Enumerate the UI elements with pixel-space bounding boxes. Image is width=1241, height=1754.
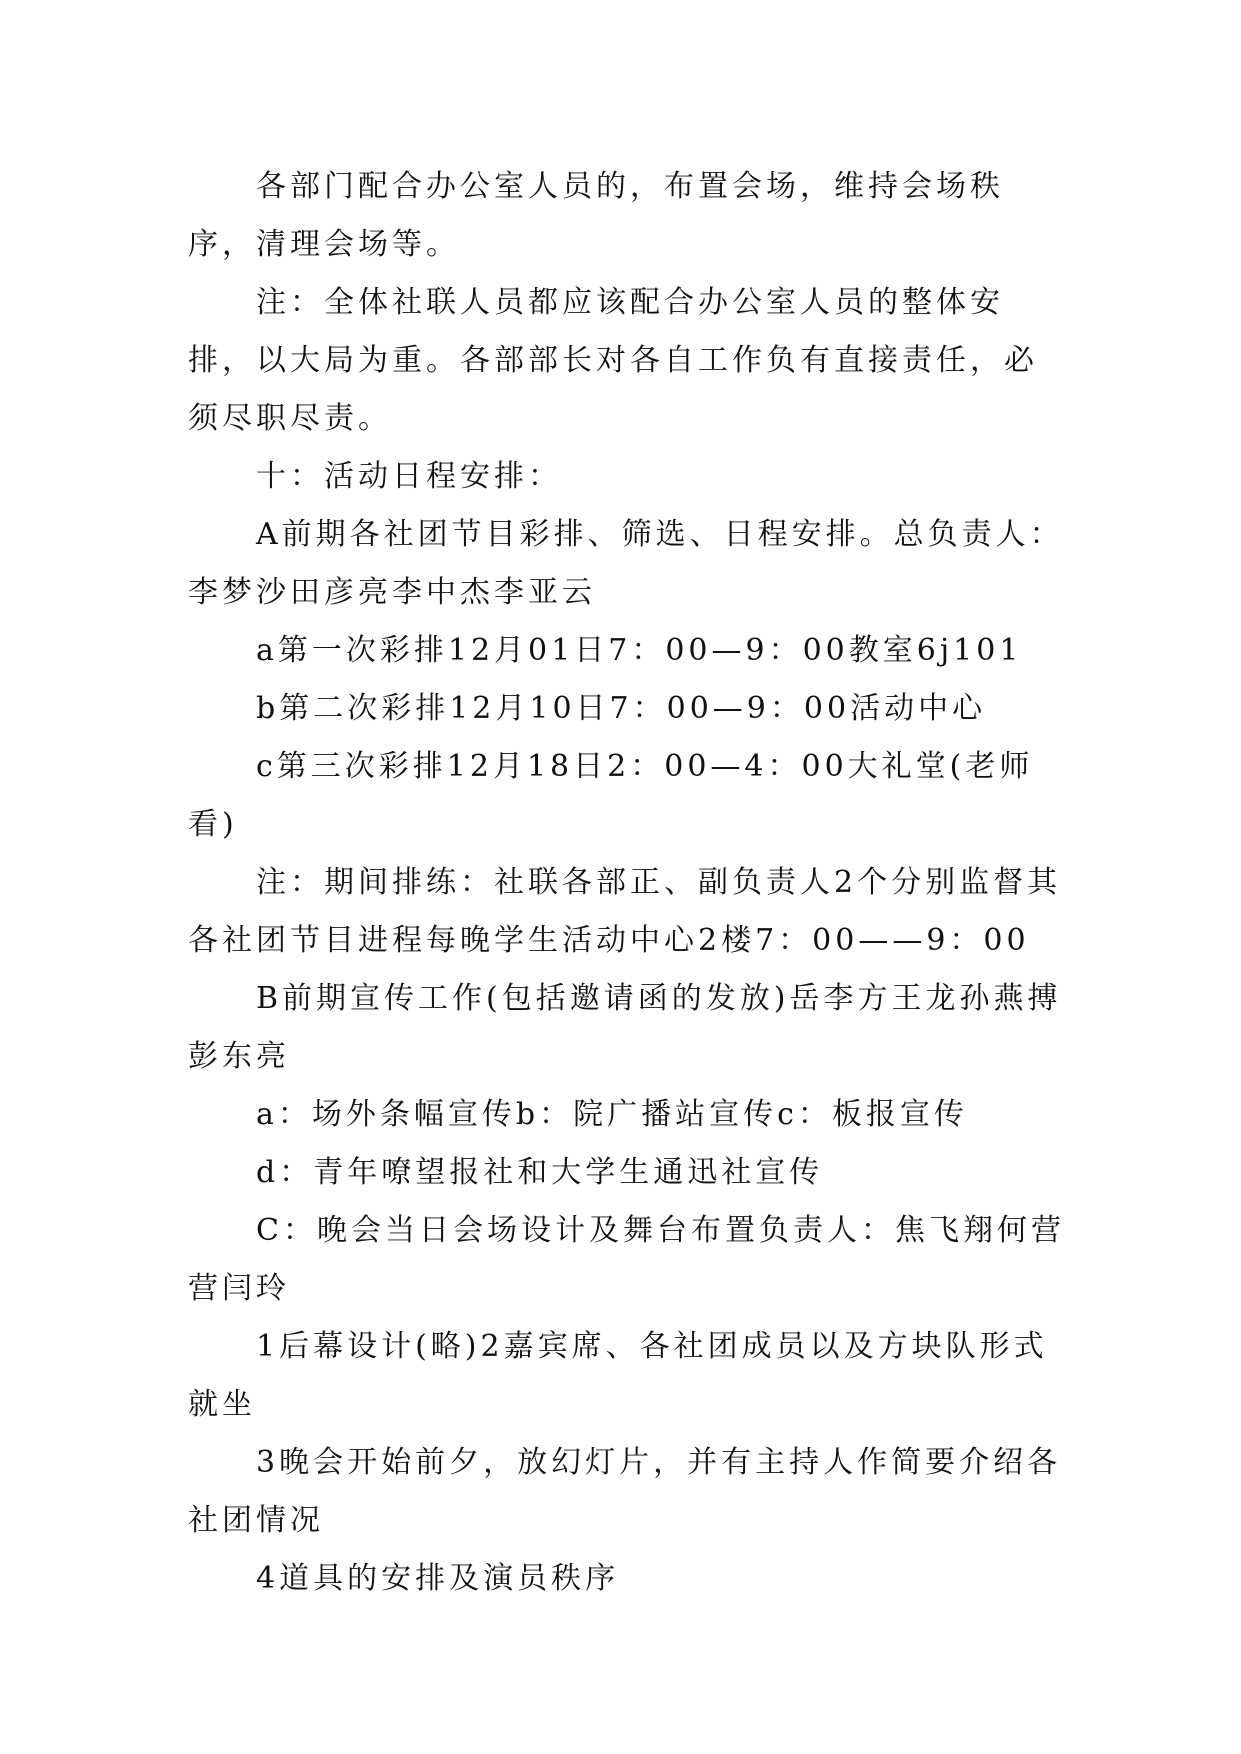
document-body [188, 158, 1068, 1608]
paragraph-publicity-d: d：青年嘹望报社和大学生通迅社宣传 [256, 1155, 824, 1190]
paragraph-section-a: A前期各社团节目彩排、筛选、日程安排。总负责人：李梦沙田彦亮李中杰李亚云 [188, 517, 1064, 610]
paragraph-item-1-2: 1后幕设计(略)2嘉宾席、各社团成员以及方块队形式就坐 [188, 1329, 1048, 1422]
paragraph-rehearsal-2: b第二次彩排12月10日7：00—9：00活动中心 [256, 691, 987, 726]
paragraph-section-c: C：晚会当日会场设计及舞台布置负责人：焦飞翔何营营闫玲 [188, 1213, 1065, 1306]
paragraph-rehearsal-3: c第三次彩排12月18日2：00—4：00大礼堂(老师看) [188, 749, 1034, 842]
paragraph-section-b: B前期宣传工作(包括邀请函的发放)岳李方王龙孙燕搏彭东亮 [188, 981, 1062, 1074]
paragraph-item-3: 3晚会开始前夕，放幻灯片，并有主持人作简要介绍各社团情况 [188, 1445, 1062, 1538]
paragraph-publicity-abc: a：场外条幅宣传b：院广播站宣传c：板报宣传 [256, 1097, 968, 1132]
paragraph-item-4: 4道具的安排及演员秩序 [256, 1561, 620, 1596]
paragraph-schedule-heading: 十：活动日程安排： [256, 459, 562, 494]
paragraph-note-overall: 注：全体社联人员都应该配合办公室人员的整体安排，以大局为重。各部部长对各自工作负有直接责任，必须尽职尽责。 [188, 285, 1038, 436]
paragraph-venue-duties: 各部门配合办公室人员的，布置会场，维持会场秩序，清理会场等。 [188, 169, 1004, 262]
paragraph-rehearsal-1: a第一次彩排12月01日7：00—9：00教室6j101 [256, 633, 1023, 668]
paragraph-note-practice: 注：期间排练：社联各部正、副负责人2个分别监督其各社团节目进程每晚学生活动中心2楼7：00——9：00 [188, 865, 1062, 958]
